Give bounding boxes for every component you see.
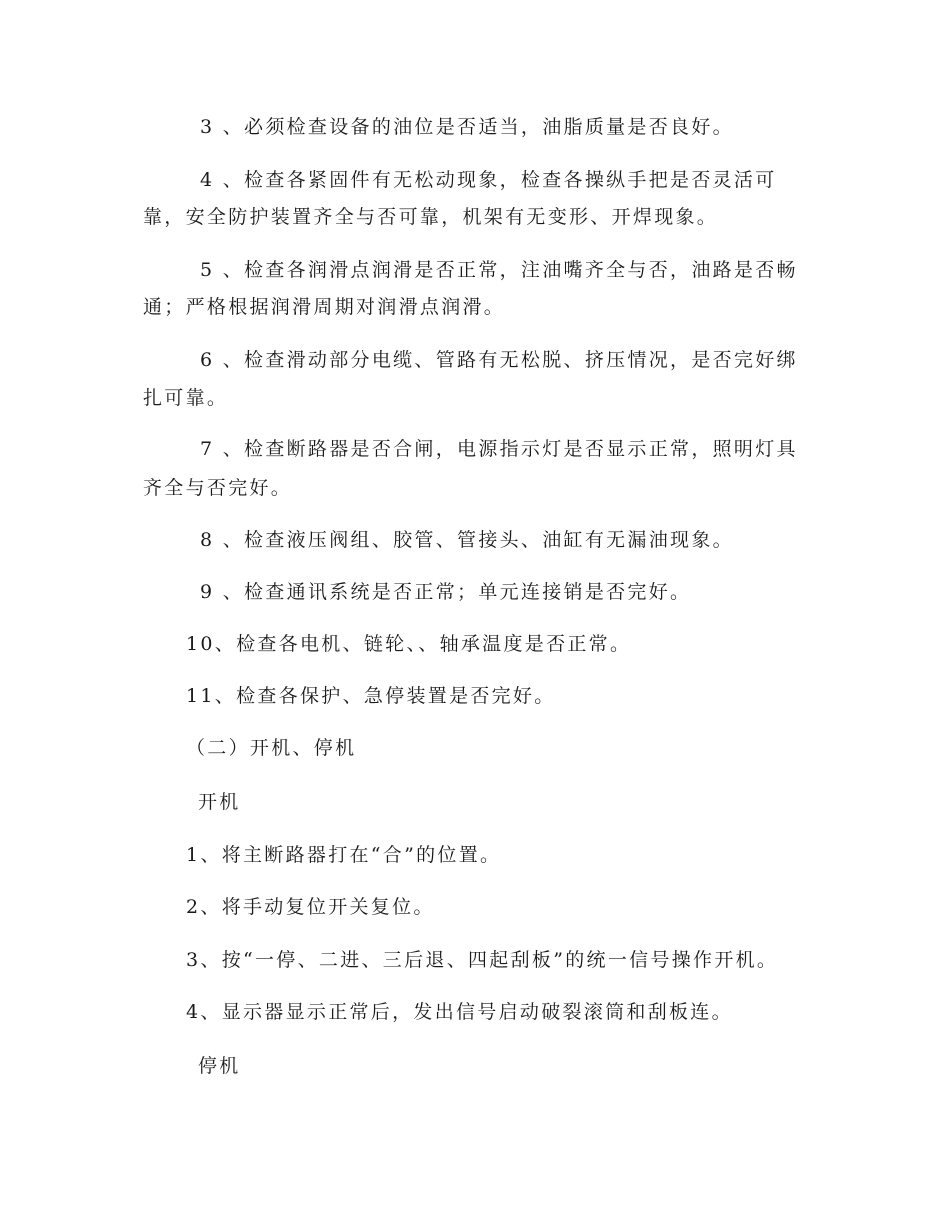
paragraph-7-line-1: 7 、检查断路器是否合闸，电源指示灯是否显示正常，照明灯具	[200, 438, 798, 460]
paragraph-10: 10、检查各电机、链轮、、轴承温度是否正常。	[186, 633, 632, 655]
paragraph-5-line-1: 5 、检查各润滑点润滑是否正常，注油嘴齐全与否，油路是否畅	[200, 259, 798, 281]
paragraph-8: 8 、检查液压阀组、胶管、管接头、油缸有无漏油现象。	[200, 529, 734, 551]
paragraph-7-line-2: 齐全与否完好。	[143, 477, 293, 499]
paragraph-4-line-1: 4 、检查各紧固件有无松动现象，检查各操纵手把是否灵活可	[200, 169, 777, 191]
start-step-4: 4、显示器显示正常后，发出信号启动破裂滚筒和刮板连。	[186, 1001, 733, 1023]
paragraph-4-line-2: 靠，安全防护装置齐全与否可靠，机架有无变形、开焊现象。	[143, 206, 719, 228]
start-step-3: 3、按“一停、二进、三后退、四起刮板”的统一信号操作开机。	[186, 949, 779, 971]
paragraph-6-line-1: 6 、检查滑动部分电缆、管路有无松脱、挤压情况，是否完好绑	[200, 349, 798, 371]
start-step-1: 1、将主断路器打在“合”的位置。	[186, 844, 502, 866]
subheading-start: 开机	[198, 791, 241, 813]
subheading-stop: 停机	[198, 1055, 241, 1077]
start-step-2: 2、将手动复位开关复位。	[186, 896, 435, 918]
paragraph-11: 11、检查各保护、急停装置是否完好。	[186, 685, 556, 707]
paragraph-3-line-1: 3 、必须检查设备的油位是否适当，油脂质量是否良好。	[200, 116, 734, 138]
paragraph-5-line-2: 通；严格根据润滑周期对润滑点润滑。	[143, 296, 506, 318]
paragraph-6-line-2: 扎可靠。	[143, 387, 229, 409]
paragraph-9: 9 、检查通讯系统是否正常；单元连接销是否完好。	[200, 581, 692, 603]
section-heading: （二）开机、停机	[186, 737, 357, 759]
